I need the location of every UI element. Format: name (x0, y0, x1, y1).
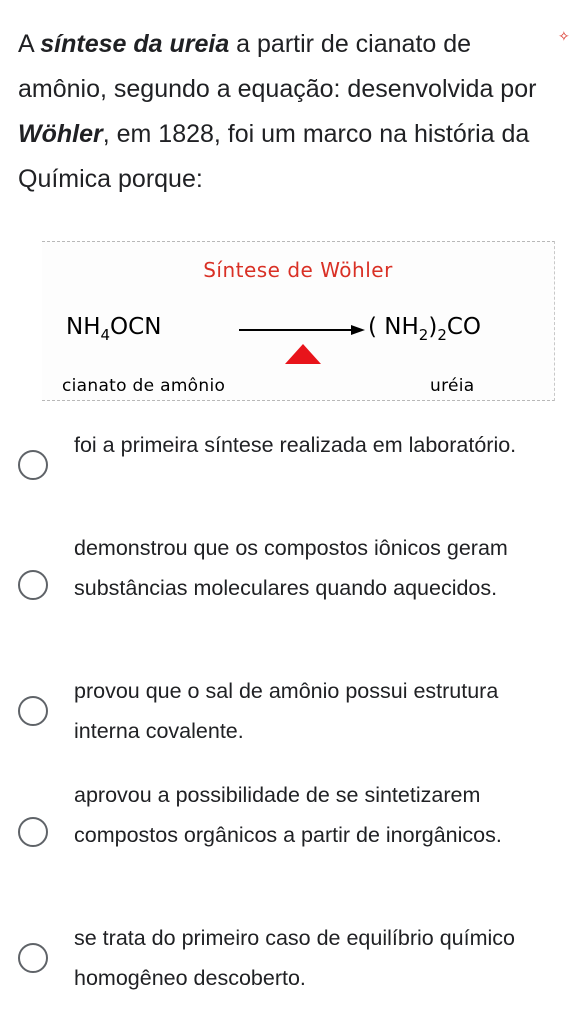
radio-button-a[interactable] (18, 450, 48, 480)
reaction-arrow-icon (235, 320, 367, 366)
option-a-text: foi a primeira síntese realizada em laboratório. (74, 433, 517, 457)
product-label: uréia (430, 376, 475, 396)
option-d[interactable] (0, 775, 573, 895)
reactant-main: NH (66, 314, 101, 340)
reactant-subscript: 4 (100, 326, 111, 344)
question-text (18, 22, 558, 202)
reactant-formula (66, 314, 162, 344)
radio-button-b[interactable] (18, 570, 48, 600)
option-a[interactable] (0, 425, 573, 505)
product-formula (368, 314, 482, 344)
reactant-tail: OCN (110, 314, 162, 340)
reactant-label: cianato de amônio (62, 376, 226, 396)
option-e-text: se trata do primeiro caso de equilíbrio químico homogêneo descoberto. (74, 926, 515, 990)
corner-mark-icon: ✧ (558, 28, 570, 44)
question-bold-wohler: Wöhler (18, 120, 103, 148)
option-c-text: provou que o sal de amônio possui estrutura interna covalente. (74, 679, 499, 743)
product-subscript-2: 2 (437, 326, 447, 344)
product-open: ( NH (368, 314, 419, 340)
heat-triangle-icon (285, 344, 321, 364)
option-b[interactable] (0, 528, 573, 648)
question-part-2: a partir de cianato de amônio, segundo a equação: desenvolvida por (18, 30, 537, 103)
radio-button-d[interactable] (18, 817, 48, 847)
option-c[interactable] (0, 671, 573, 751)
product-subscript-1: 2 (418, 326, 429, 344)
product-close: ) (428, 314, 438, 340)
option-d-text: aprovou a possibilidade de se sintetizarem compostos orgânicos a partir de inorgânicos. (74, 783, 502, 847)
option-e[interactable] (0, 918, 573, 998)
radio-button-c[interactable] (18, 696, 48, 726)
option-b-text: demonstrou que os compostos iônicos geram substâncias moleculares quando aquecidos. (74, 536, 508, 600)
figure-title: Síntese de Wöhler (203, 258, 393, 282)
product-tail: CO (446, 314, 482, 340)
question-part-3: , em 1828, foi um marco na história da Química porque: (18, 120, 530, 193)
question-part-1: A (18, 30, 41, 58)
equation-figure (42, 241, 555, 401)
radio-button-e[interactable] (18, 943, 48, 973)
question-bold-urea: síntese da ureia (40, 30, 230, 58)
